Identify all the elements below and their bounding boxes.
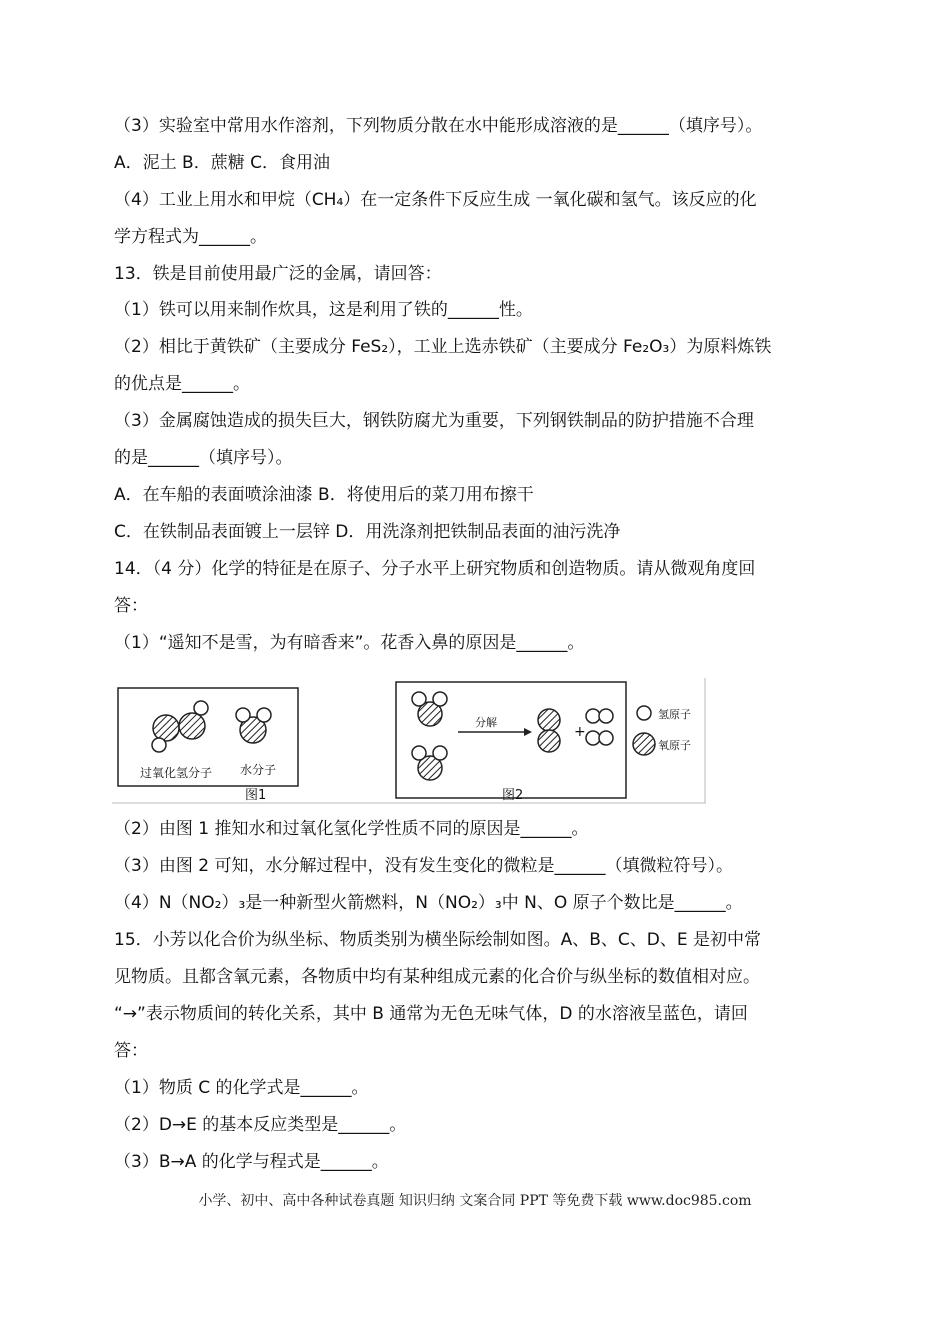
legend-hydrogen: [637, 706, 691, 721]
q14-1-text: （1）“遥知不是雪，为有暗香来”。花香入鼻的原因是______。: [114, 633, 585, 653]
legend-oxygen-label: 氧原子: [658, 739, 691, 752]
oxygen-molecule: [538, 709, 560, 752]
q13-1-text: （1）铁可以用来制作炊具，这是利用了铁的______性。: [114, 300, 533, 320]
q13-3-options-cd: C．在铁制品表面镀上一层锌 D．用洗涤剂把铁制品表面的油污洗净: [114, 522, 621, 542]
q13-3-text-cont: 的是______（填序号）。: [114, 448, 293, 468]
fig1-caption: 图1: [245, 788, 267, 803]
fig2-arrow-label: 分解: [475, 716, 497, 729]
q12-4-text-cont: 学方程式为______。: [114, 227, 267, 247]
molecule-figure: [112, 678, 706, 804]
water-molecule: [236, 708, 271, 743]
q14-2-text: （2）由图 1 推知水和过氧化氢化学性质不同的原因是______。: [114, 819, 589, 839]
q15-title-cont3: 答：: [114, 1041, 148, 1061]
q15-title: 15．小芳以化合价为纵坐标、物质类别为横坐际绘制如图。A、B、C、D、E 是初中常: [114, 930, 762, 950]
reaction-arrow: [458, 728, 532, 736]
q15-2-text: （2）D→E 的基本反应类型是______。: [114, 1115, 407, 1135]
oxygen-atom-icon: [633, 733, 655, 755]
legend-hydrogen-label: 氢原子: [658, 708, 691, 721]
q12-4-text: （4）工业上用水和甲烷（CH₄）在一定条件下反应生成 一氧化碳和氢气。该反应的化: [114, 190, 757, 210]
q15-title-cont2: “→”表示物质间的转化关系，其中 B 通常为无色无味气体，D 的水溶液呈蓝色，请回: [114, 1004, 748, 1024]
q13-2-text-cont: 的优点是______。: [114, 374, 250, 394]
legend-oxygen: [633, 733, 691, 755]
q14-title-cont: 答：: [114, 596, 148, 616]
q15-3-text: （3）B→A 的化学与程式是______。: [114, 1152, 389, 1172]
q12-3-options: A．泥土 B．蔗糖 C．食用油: [114, 153, 330, 173]
q13-3-text: （3）金属腐蚀造成的损失巨大，钢铁防腐尤为重要，下列钢铁制品的防护措施不合理: [114, 411, 754, 431]
q15-1-text: （1）物质 C 的化学式是______。: [114, 1078, 369, 1098]
q14-3-text: （3）由图 2 可知，水分解过程中，没有发生变化的微粒是______（填微粒符号）。: [114, 856, 733, 876]
page-footer: 小学、初中、高中各种试卷真题 知识归纳 文案合同 PPT 等免费下载 www.doc985.com: [198, 1193, 752, 1209]
fig1-label-water: 水分子: [240, 763, 277, 777]
q14-4-text: （4）N（NO₂）₃是一种新型火箭燃料，N（NO₂）₃中 N、O 原子个数比是______。: [114, 893, 743, 913]
water-molecule-bottom: [412, 746, 447, 780]
q15-title-cont1: 见物质。且都含氧元素，各物质中均有某种组成元素的化合价与纵坐标的数值相对应。: [114, 967, 760, 987]
molecule-diagram: [112, 678, 706, 804]
hydrogen-peroxide-molecule: [152, 701, 208, 752]
q13-2-text: （2）相比于黄铁矿（主要成分 FeS₂），工业上选赤铁矿（主要成分 Fe₂O₃）为原料炼铁: [114, 337, 772, 357]
q14-title: 14．（4 分）化学的特征是在原子、分子水平上研究物质和创造物质。请从微观角度回: [114, 559, 756, 579]
q12-3-text: （3）实验室中常用水作溶剂，下列物质分散在水中能形成溶液的是______（填序号）。: [114, 116, 763, 136]
fig1-label-peroxide: 过氧化氢分子: [140, 766, 213, 780]
fig2-caption: 图2: [502, 788, 524, 803]
water-molecule-top: [412, 692, 447, 726]
hydrogen-molecule-top: [586, 709, 613, 723]
q13-3-options-ab: A．在车船的表面喷涂油漆 B．将使用后的菜刀用布擦干: [114, 485, 534, 505]
q13-title: 13．铁是目前使用最广泛的金属，请回答：: [114, 264, 442, 284]
hydrogen-molecule-bottom: [586, 731, 613, 745]
fig2-plus: +: [574, 724, 586, 740]
hydrogen-atom-icon: [637, 706, 651, 720]
